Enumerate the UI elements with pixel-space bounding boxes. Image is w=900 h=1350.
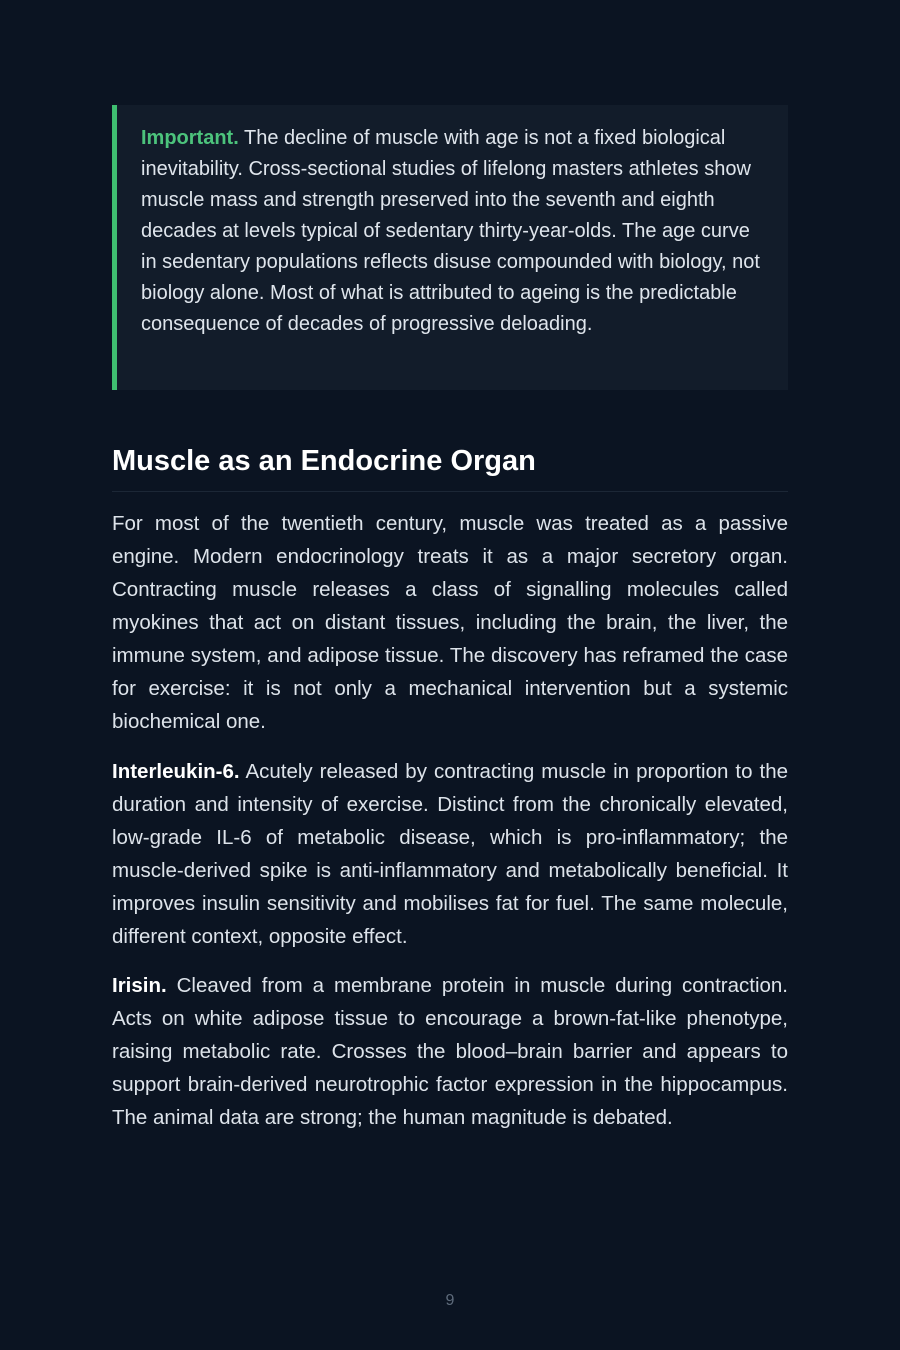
paragraph-lead: Interleukin-6. [112,760,240,783]
paragraph-lead: Irisin. [112,974,167,997]
irisin-paragraph [112,969,788,1134]
important-callout [112,105,788,390]
section-heading: Muscle as an Endocrine Organ [112,445,536,477]
body-paragraph [112,507,788,738]
page-number: 9 [445,1292,455,1309]
callout-text: The decline of muscle with age is not a fixed biological inevitability. Cross-sectional studies of lifelong masters athletes show muscle mass and strength preserved into the seventh and eighth decades at levels typical of sedentary thirty-year-olds. The age curve in sedentary populations reflects disuse compounded with biology, not biology alone. Most of what is attributed to ageing is the predictable consequence of decades of progressive deloading. [141,127,760,335]
paragraph-text: For most of the twentieth century, muscle was treated as a passive engine. Modern endocrinology treats it as a major secretory organ. Contracting muscle releases a class of signalling molecules called myokines that act on distant tissues, including the brain, the liver, the immune system, and adipose tissue. The discovery has reframed the case for exercise: it is not only a mechanical intervention but a systemic biochemical one. [112,512,788,733]
callout-label: Important. [141,127,239,149]
paragraph-text: Acutely released by contracting muscle in proportion to the duration and intensity of exercise. Distinct from the chronically elevated, low-grade IL-6 of metabolic disease, which is pro-inflammatory; the muscle-derived spike is anti-inflammatory and metabolically beneficial. It improves insulin sensitivity and mobilises fat for fuel. The same molecule, different context, opposite effect. [112,760,788,948]
heading-divider [112,491,788,492]
interleukin-paragraph [112,755,788,953]
paragraph-text: Cleaved from a membrane protein in muscle during contraction. Acts on white adipose tissue to encourage a brown-fat-like phenotype, raising metabolic rate. Crosses the blood–brain barrier and appears to support brain-derived neurotrophic factor expression in the hippocampus. The animal data are strong; the human magnitude is debated. [112,974,788,1129]
